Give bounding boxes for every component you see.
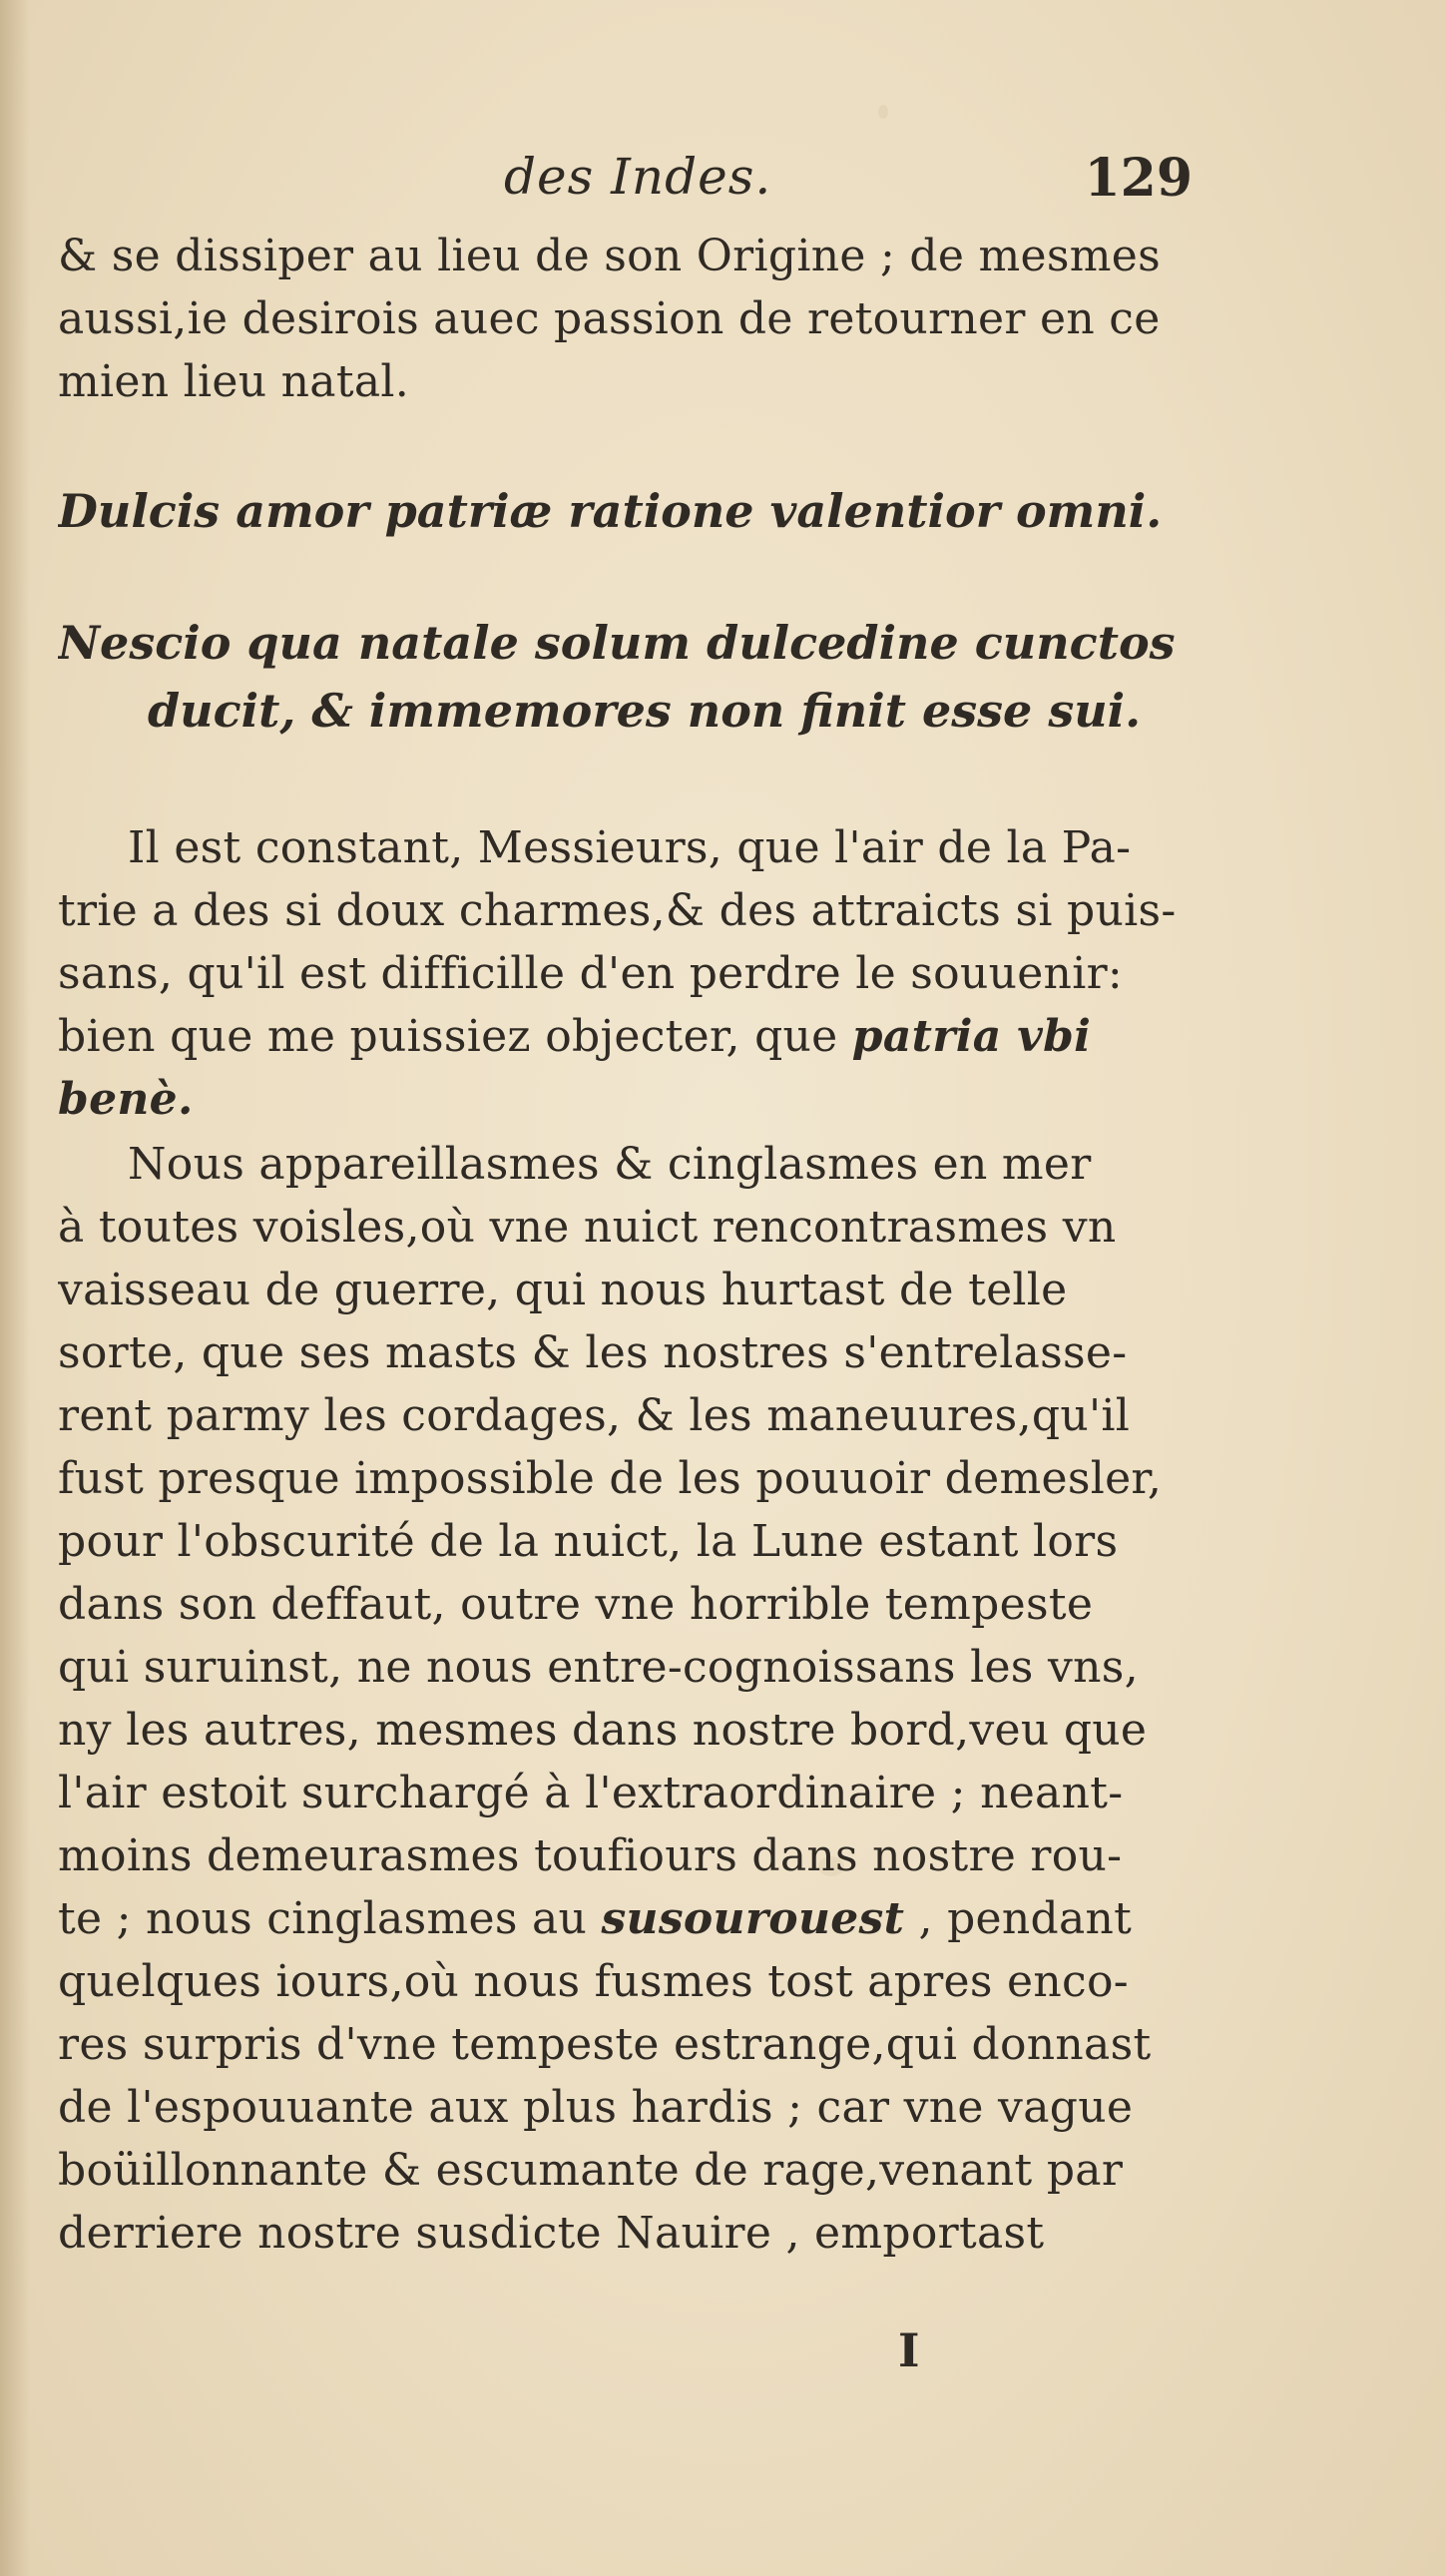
text-line: & se dissiper au lieu de son Origine ; de mesmes (58, 231, 1161, 281)
verse-line: ducit, & immemores non finit esse sui. (148, 684, 1142, 738)
text-line: qui suruinst, ne nous entre-cognoissans les vns, (58, 1642, 1139, 1693)
paper-stain (878, 105, 888, 119)
text-line: boüillonnante & escumante de rage,venant par (58, 2145, 1124, 2196)
italic-phrase: patria vbi (851, 1011, 1092, 1062)
signature-mark: I (898, 2323, 920, 2377)
verse-line: Dulcis amor patriæ ratione valentior omni. (58, 484, 1163, 538)
text-line: quelques iours,où nous fusmes tost apres enco- (58, 1956, 1129, 2007)
text-line: rent parmy les cordages, & les maneuures,qu'il (58, 1390, 1131, 1441)
text-line: Nous appareillasmes & cinglasmes en mer (128, 1139, 1092, 1190)
text-line: benè. (58, 1074, 194, 1125)
text-line: derriere nostre susdicte Nauire , emportast (58, 2208, 1045, 2259)
page-header (504, 148, 1193, 218)
text-segment: bien que me puissiez objecter, que (58, 1011, 852, 1062)
text-segment: te ; nous cinglasmes au (58, 1893, 602, 1944)
running-title: des Indes. (504, 148, 772, 206)
text-line: Il est constant, Messieurs, que l'air de la Pa- (128, 822, 1132, 873)
text-line: moins demeurasmes toufiours dans nostre rou- (58, 1830, 1123, 1881)
page-number: 129 (1084, 148, 1193, 209)
text-segment: , pendant (904, 1893, 1133, 1944)
latin-verse-2 (58, 609, 1196, 745)
text-line: dans son deffaut, outre vne horrible tempeste (58, 1579, 1094, 1630)
verse-line: Nescio qua natale solum dulcedine cunctos (58, 616, 1176, 670)
text-line: à toutes voisles,où vne nuict rencontrasmes vn (58, 1202, 1117, 1253)
latin-verse-1 (58, 477, 1196, 545)
text-line: ny les autres, mesmes dans nostre bord,veu que (58, 1705, 1148, 1756)
text-line: sorte, que ses masts & les nostres s'entrelasse- (58, 1327, 1128, 1378)
text-line: mien lieu natal. (58, 356, 410, 407)
text-line: fust presque impossible de les pouuoir demesler, (58, 1453, 1163, 1504)
page-gutter-shadow (0, 0, 30, 2576)
paragraph-1 (58, 816, 1194, 1131)
text-line (58, 1005, 1194, 1068)
text-line: l'air estoit surchargé à l'extraordinaire ; neant- (58, 1768, 1124, 1818)
text-line: aussi,ie desirois auec passion de retourner en ce (58, 293, 1161, 344)
text-line: de l'espouuante aux plus hardis ; car vne vague (58, 2082, 1134, 2133)
text-line: res surpris d'vne tempeste estrange,qui donnast (58, 2019, 1152, 2070)
text-line: pour l'obscurité de la nuict, la Lune estant lors (58, 1516, 1119, 1567)
italic-phrase: susourouest (601, 1893, 905, 1944)
text-line: vaisseau de guerre, qui nous hurtast de telle (58, 1265, 1068, 1315)
text-line: trie a des si doux charmes,& des attraicts si puis- (58, 885, 1177, 936)
text-line (58, 1887, 1194, 1950)
paragraph-2 (58, 1133, 1194, 2265)
text-line: sans, qu'il est difficille d'en perdre le souuenir: (58, 948, 1124, 999)
opening-text (58, 225, 1194, 413)
